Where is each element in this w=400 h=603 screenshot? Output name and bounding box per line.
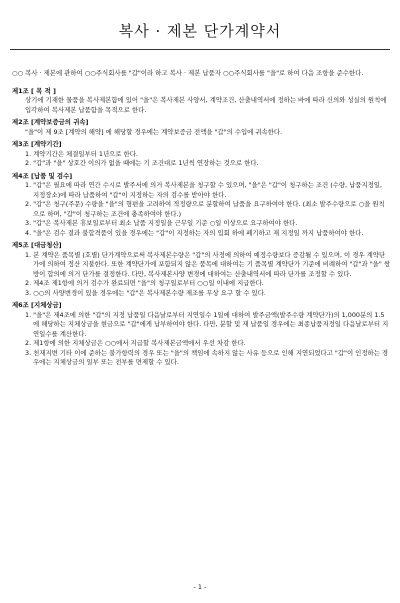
article-6-heading: 제6조 [지체상금] [12,301,62,309]
article-5-item-1: 1. 본 계약은 품목별 (호별) 단가계약으로써 복사제본수량은 "갑"의 사정에 의하여 예정수량보다 증감될 수 있으며, 이 경우 계약단가에 의하여 정산 지불한다. 또한 계약단가에 포함되지 않은 품목에 대하여는 기 품목별 계약단가 기준에 비례하여 "갑"과 "을" 쌍방이 합의에 의거 단가를 결정한다. 다만, 복사제본사양 변경에 대하여는 산출내역서에 따라 단가를 조정할 수 있다. [25,250,390,278]
document-title: 복사 · 제본 단가계약서 [118,22,282,40]
article-2-heading: 제2조 [계약보증금의 귀속] [12,118,89,126]
article-2-text: "을"이 제 9조 [계약의 해약] 에 해당할 경우에는 계약보증금 전액을 "갑"의 수입에 귀속한다. [25,127,283,136]
intro-paragraph: ○○ 복사 · 제본에 관하여 ○○주식회사를 "갑"이라 하고 복사 · 제본 납품자 ○○주식회사를 "을"로 하여 다음 조항을 준수한다. [12,69,364,77]
article-1-heading: 제1조 [ 목 적 ] [12,86,56,95]
document-body [12,69,390,368]
article-3-item-2: 2. "갑"과 "을" 상호간 이의가 없을 때에는 기 조건대로 1년씩 연장하는 것으로 한다. [25,159,259,167]
article-3-item-1: 1. 계약기간은 체결일부터 1년으로 한다. [25,149,138,158]
article-6-item-2: 2. 제1항에 의한 지체상금은 ○○에서 지급할 복사제본금액에서 우선 차감 한다. [25,339,246,347]
article-5-item-3: 3. ○○의 사양변경이 있을 경우에는 "갑"은 복사제본수량 제조를 무상 요구 할 수 있다. [25,288,266,297]
article-4-item-4: 4. "을"은 검수 결과 불합격품이 있을 경우에는 "갑"이 지정하는 자의 입회 하에 폐기하고 재 지정일 까지 납품하여야 한다. [25,228,364,237]
page-number: - 1 - [193,583,207,591]
article-4-item-1: 1. "갑"은 필요에 따라 연간 수시로 발주서에 의거 복사제본을 청구할 수 있으며, "을"은 "갑"이 청구하는 조건 (수량, 납품지정일, 지정장소)에 따라 납품하여 "갑"이 지정하는 자의 검수를 받아야 한다. [25,181,383,199]
article-5-heading: 제5조 [대금청산] [12,241,62,249]
article-5-item-2: 2. 제4조 제1항에 의거 검수가 완료되면 "을"의 청구일로부터 ○○일 이내에 지급한다. [25,279,264,287]
article-6-item-3: 3. 천재지변 기타 이에 준하는 불가항력의 경우 또는 "을"의 책임에 속하지 않는 사유 등으로 인해 지연되었다고 "갑"이 인정하는 경우에는 지체상금의 일부 또는 전부를 면제할 수 있다. [25,348,389,366]
title-divider [10,49,390,50]
article-6-item-1: 1. "을"은 제4조에 의한 "갑"의 지정 납품일 다음날로부터 지연일수 1일에 대하여 발주금액(발주수량 계약단가)의 1,000분의 1.5에 해당하는 지체상금을 현금으로 "갑"에게 납부하여야 한다. 다만, 분할 및 재 납품일 경우에는 최종납품지정일 다음날로부터 지연일수를 계산한다. [25,310,389,338]
article-4-item-3: 3. "갑"은 복사제본 휴보일로부터 최소 납품 지정일을 근무일 기준 ○일 이상으로 요구하여야 한다. [25,219,298,227]
article-4-heading: 제4조 [납품 및 검수] [12,171,73,180]
article-4-item-2: 2. "갑"은 청구(주문) 수량을 "을"의 형편을 고려하여 적정량으로 분할하여 납품을 요구하여야 한다. (최소 발주수량으로 ○을 원칙으로 하며, "갑"이 청구하는 조건에 충족하여야 한다.) [25,200,385,218]
article-1-text: 상기에 기재한 물품을 복사제본함에 있어 "을"은 복사제본 사양서, 계약조건, 산출내역서에 정하는 바에 따라 신의와 성실의 원칙에 입각하여 복사제본 납품함을 목적으로 한다. [25,96,387,114]
article-3-heading: 제3조 [계약기간] [12,140,62,148]
